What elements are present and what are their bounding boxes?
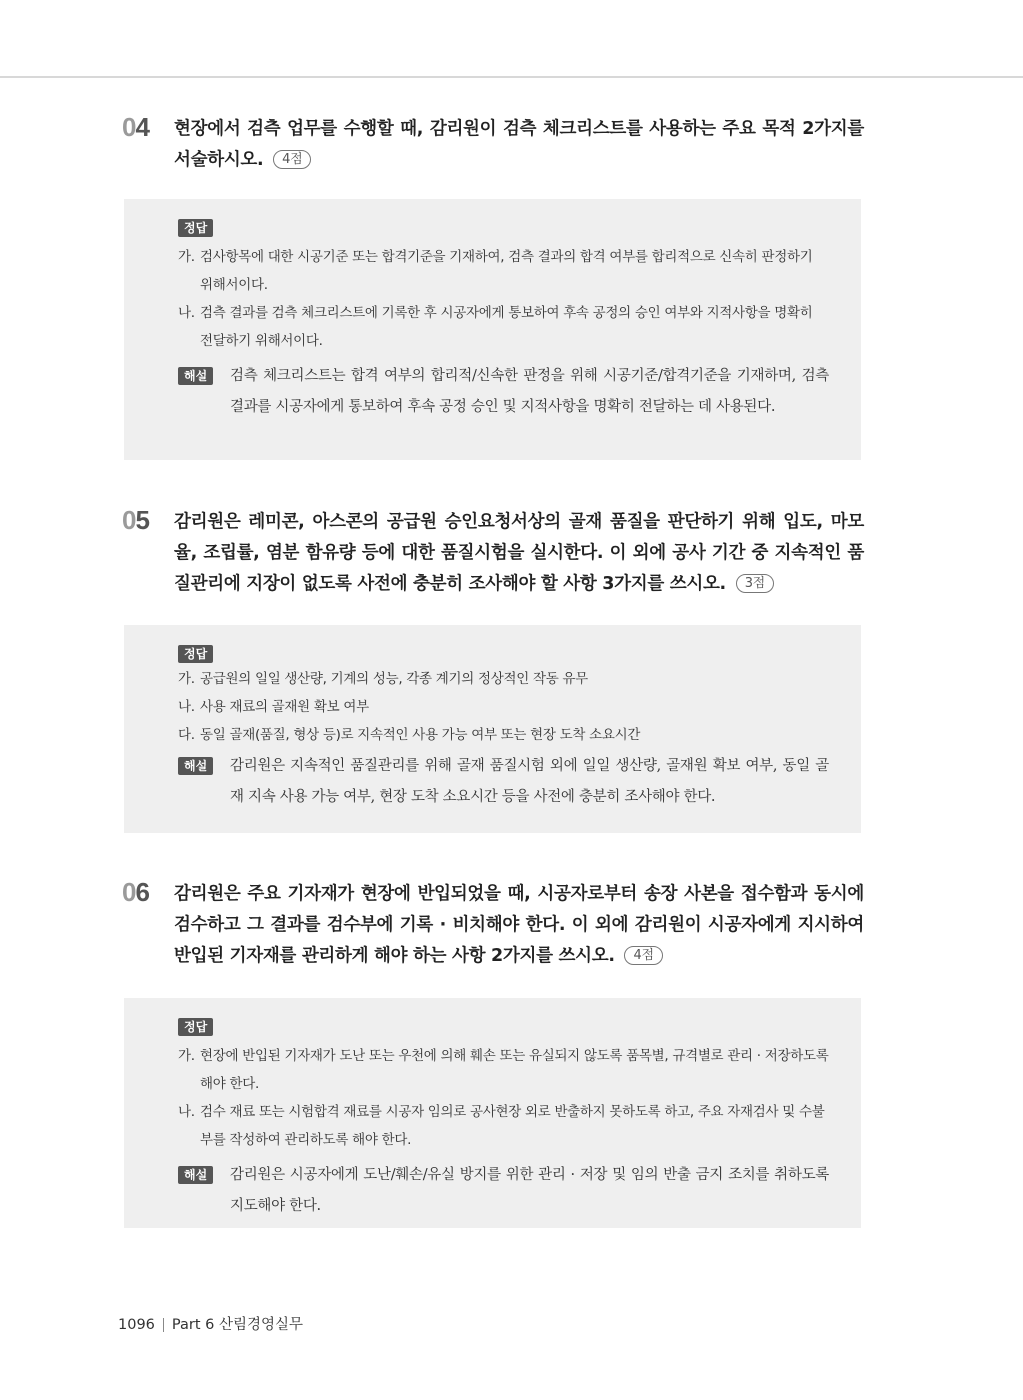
explanation-text: 감리원은 지속적인 품질관리를 위해 골재 품질시험 외에 일일 생산량, 골재원 확보 여부, 동일 골재 지속 사용 가능 여부, 현장 도착 소요시간 등을 사전에 충분히 조사해야 한다.	[230, 758, 829, 805]
answer-label: 정답	[178, 219, 213, 237]
answer-box-05	[124, 625, 861, 833]
explanation	[178, 751, 829, 813]
page-footer	[118, 1313, 303, 1334]
question-05	[122, 507, 864, 600]
page-number: 1096	[118, 1317, 155, 1333]
answer-item: 나. 검수 재료 또는 시험합격 재료를 시공자 임의로 공사현장 외로 반출하지 못하도록 하고, 주요 자재검사 및 수불부를 작성하여 관리하도록 해야 한다.	[178, 1104, 825, 1148]
answer-item: 가. 현장에 반입된 기자재가 도난 또는 우천에 의해 훼손 또는 유실되지 않도록 품목별, 규격별로 관리 · 저장하도록 해야 한다.	[178, 1048, 829, 1092]
explanation-label: 해설	[178, 757, 213, 775]
answer-list	[178, 243, 829, 355]
explanation	[178, 1160, 829, 1222]
score-badge: 4점	[273, 150, 311, 169]
answer-box-04	[124, 199, 861, 460]
question-text: 현장에서 검측 업무를 수행할 때, 감리원이 검측 체크리스트를 사용하는 주요 목적 2가지를 서술하시오. 4점	[174, 119, 864, 170]
answer-item: 가. 공급원의 일일 생산량, 기계의 성능, 각종 계기의 정상적인 작동 유무	[178, 671, 588, 687]
question-text: 감리원은 주요 기자재가 현장에 반입되었을 때, 시공자로부터 송장 사본을 접수함과 동시에 검수하고 그 결과를 검수부에 기록 · 비치해야 한다. 이 외에 감리원이 시공자에게 지시하여 반입된 기자재를 관리하게 해야 하는 사항 2가지를 쓰시오. 4점	[174, 884, 864, 966]
answer-list	[178, 665, 829, 749]
answer-item: 다. 동일 골재(품질, 형상 등)로 지속적인 사용 가능 여부 또는 현장 도착 소요시간	[178, 727, 641, 743]
explanation	[178, 361, 829, 423]
score-badge: 3점	[736, 574, 774, 593]
explanation-label: 해설	[178, 367, 213, 385]
answer-list	[178, 1042, 829, 1154]
question-06	[122, 879, 864, 972]
answer-item: 가. 검사항목에 대한 시공기준 또는 합격기준을 기재하여, 검측 결과의 합격 여부를 합리적으로 신속히 판정하기 위해서이다.	[178, 249, 813, 293]
question-number: 06	[122, 877, 149, 907]
header-divider	[0, 76, 1023, 78]
explanation-text: 감리원은 시공자에게 도난/훼손/유실 방지를 위한 관리 · 저장 및 임의 반출 금지 조치를 취하도록 지도해야 한다.	[230, 1167, 829, 1214]
answer-box-06	[124, 998, 861, 1228]
question-number: 04	[122, 112, 149, 142]
score-badge: 4점	[624, 946, 662, 965]
explanation-text: 검측 체크리스트는 합격 여부의 합리적/신속한 판정을 위해 시공기준/합격기준을 기재하며, 검측 결과를 시공자에게 통보하여 후속 공정 승인 및 지적사항을 명확히 전달하는 데 사용된다.	[230, 368, 829, 415]
question-04	[122, 114, 864, 176]
part-title: Part 6 산림경영실무	[171, 1317, 304, 1333]
answer-label: 정답	[178, 645, 213, 663]
answer-item: 나. 사용 재료의 골재원 확보 여부	[178, 699, 369, 715]
question-number: 05	[122, 505, 149, 535]
explanation-label: 해설	[178, 1166, 213, 1184]
question-text: 감리원은 레미콘, 아스콘의 공급원 승인요청서상의 골재 품질을 판단하기 위해 입도, 마모율, 조립률, 염분 함유량 등에 대한 품질시험을 실시한다. 이 외에 공사 기간 중 지속적인 품질관리에 지장이 없도록 사전에 충분히 조사해야 할 사항 3가지를 쓰시오. 3점	[174, 512, 864, 594]
answer-label: 정답	[178, 1018, 213, 1036]
answer-item: 나. 검측 결과를 검측 체크리스트에 기록한 후 시공자에게 통보하여 후속 공정의 승인 여부와 지적사항을 명확히 전달하기 위해서이다.	[178, 305, 813, 349]
footer-divider	[163, 1318, 164, 1332]
